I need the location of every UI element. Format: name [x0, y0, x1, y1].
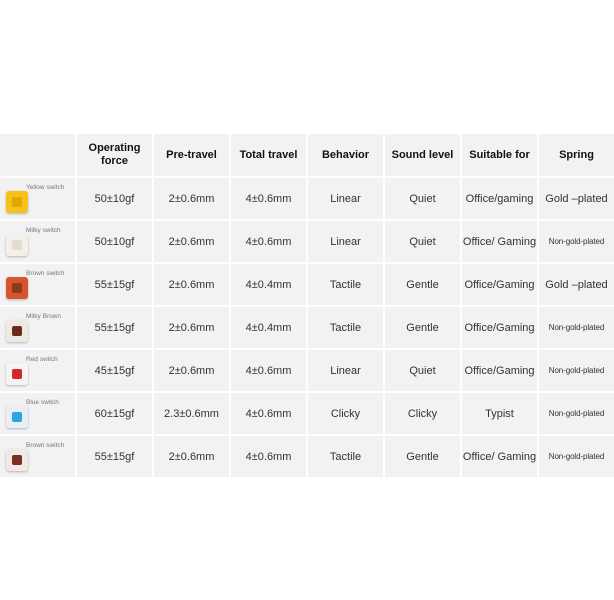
operating-force-cell: 55±15gf — [77, 307, 152, 348]
milky-switch-icon — [6, 234, 28, 256]
behavior-cell: Tactile — [308, 436, 383, 477]
header-suitable-for: Suitable for — [462, 134, 537, 176]
switch-name: Milky switch — [26, 227, 61, 234]
behavior-cell: Linear — [308, 178, 383, 219]
operating-force-cell: 60±15gf — [77, 393, 152, 434]
suitable-for-cell: Office/ Gaming — [462, 436, 537, 477]
total-travel-cell: 4±0.4mm — [231, 307, 306, 348]
operating-force-cell: 50±10gf — [77, 178, 152, 219]
switch-cell — [0, 307, 75, 348]
suitable-for-cell: Office/ Gaming — [462, 221, 537, 262]
pre-travel-cell: 2.3±0.6mm — [154, 393, 229, 434]
sound-level-cell: Quiet — [385, 178, 460, 219]
pre-travel-cell: 2±0.6mm — [154, 436, 229, 477]
spring-cell: Gold –plated — [539, 264, 614, 305]
suitable-for-cell: Office/Gaming — [462, 264, 537, 305]
sound-level-cell: Clicky — [385, 393, 460, 434]
operating-force-cell: 55±15gf — [77, 264, 152, 305]
header-corner — [0, 134, 75, 176]
behavior-cell: Tactile — [308, 264, 383, 305]
operating-force-cell: 50±10gf — [77, 221, 152, 262]
spring-cell: Non-gold-plated — [539, 307, 614, 348]
spring-cell: Gold –plated — [539, 178, 614, 219]
switch-cell — [0, 393, 75, 434]
behavior-cell: Clicky — [308, 393, 383, 434]
behavior-cell: Tactile — [308, 307, 383, 348]
pre-travel-cell: 2±0.6mm — [154, 350, 229, 391]
milky-brown-switch-icon — [6, 320, 28, 342]
header-pre-travel: Pre-travel — [154, 134, 229, 176]
total-travel-cell: 4±0.6mm — [231, 350, 306, 391]
suitable-for-cell: Office/Gaming — [462, 307, 537, 348]
pre-travel-cell: 2±0.6mm — [154, 178, 229, 219]
switch-spec-table — [0, 134, 608, 466]
header-spring: Spring — [539, 134, 614, 176]
red-switch-icon — [6, 363, 28, 385]
switch-cell — [0, 221, 75, 262]
switch-name: Brown switch — [26, 270, 65, 277]
switch-cell — [0, 436, 75, 477]
brown-switch-icon — [6, 449, 28, 471]
behavior-cell: Linear — [308, 350, 383, 391]
spring-cell: Non-gold-plated — [539, 436, 614, 477]
header-behavior: Behavior — [308, 134, 383, 176]
switch-name: Blue switch — [26, 399, 59, 406]
switch-name: Milky Brown — [26, 313, 62, 320]
behavior-cell: Linear — [308, 221, 383, 262]
suitable-for-cell: Office/gaming — [462, 178, 537, 219]
header-total-travel: Total travel — [231, 134, 306, 176]
spring-cell: Non-gold-plated — [539, 393, 614, 434]
suitable-for-cell: Office/Gaming — [462, 350, 537, 391]
total-travel-cell: 4±0.6mm — [231, 221, 306, 262]
switch-name: Brown switch — [26, 442, 65, 449]
sound-level-cell: Gentle — [385, 436, 460, 477]
header-operating-force: Operating force — [77, 134, 152, 176]
total-travel-cell: 4±0.6mm — [231, 178, 306, 219]
total-travel-cell: 4±0.4mm — [231, 264, 306, 305]
switch-name: Yellow switch — [26, 184, 65, 191]
switch-cell — [0, 264, 75, 305]
brown-switch-icon — [6, 277, 28, 299]
switch-cell — [0, 350, 75, 391]
pre-travel-cell: 2±0.6mm — [154, 264, 229, 305]
sound-level-cell: Quiet — [385, 350, 460, 391]
pre-travel-cell: 2±0.6mm — [154, 307, 229, 348]
yellow-switch-icon — [6, 191, 28, 213]
switch-name: Red switch — [26, 356, 58, 363]
sound-level-cell: Quiet — [385, 221, 460, 262]
switch-cell — [0, 178, 75, 219]
header-sound-level: Sound level — [385, 134, 460, 176]
sound-level-cell: Gentle — [385, 307, 460, 348]
spring-cell: Non-gold-plated — [539, 221, 614, 262]
spring-cell: Non-gold-plated — [539, 350, 614, 391]
operating-force-cell: 55±15gf — [77, 436, 152, 477]
suitable-for-cell: Typist — [462, 393, 537, 434]
pre-travel-cell: 2±0.6mm — [154, 221, 229, 262]
total-travel-cell: 4±0.6mm — [231, 393, 306, 434]
blue-switch-icon — [6, 406, 28, 428]
sound-level-cell: Gentle — [385, 264, 460, 305]
operating-force-cell: 45±15gf — [77, 350, 152, 391]
total-travel-cell: 4±0.6mm — [231, 436, 306, 477]
